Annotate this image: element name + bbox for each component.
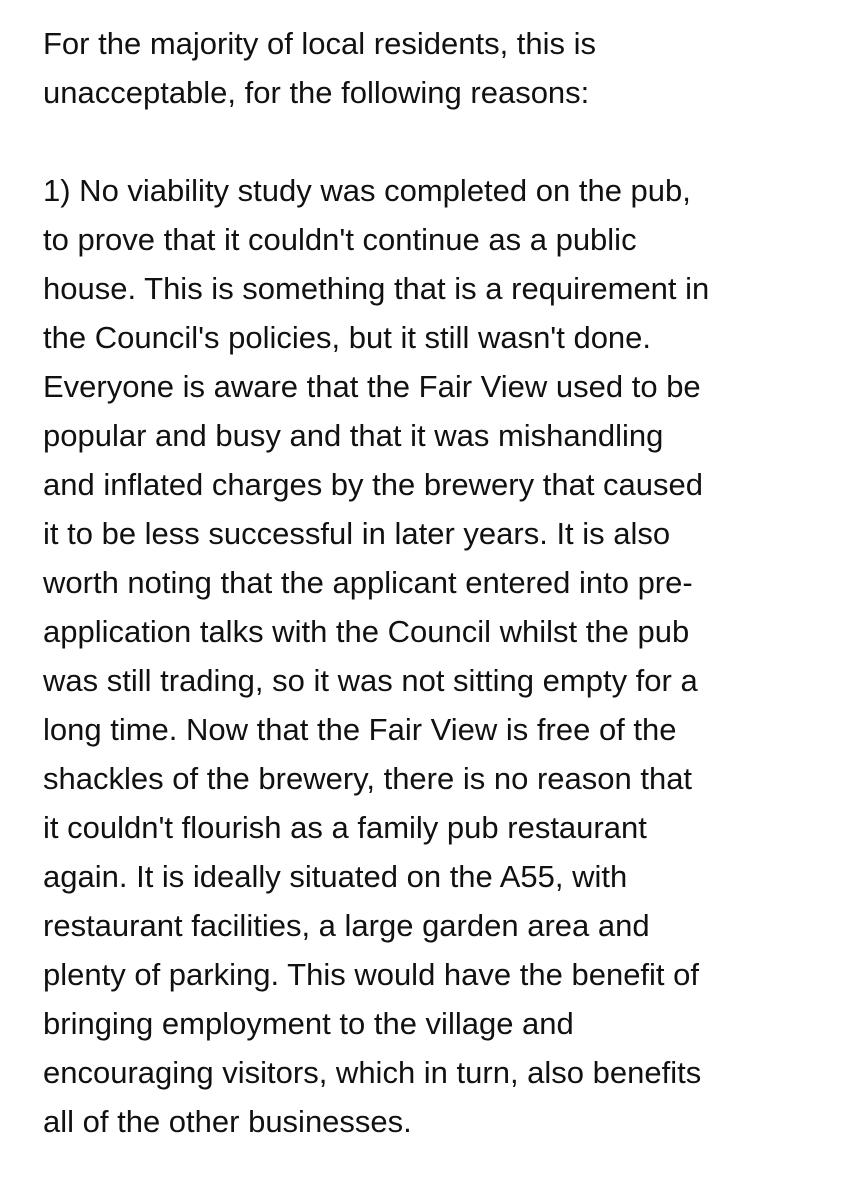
text-line: it couldn't flourish as a family pub restaurant (43, 810, 647, 845)
text-line: worth noting that the applicant entered into pre- (43, 565, 693, 600)
text-line: 1) No viability study was completed on the pub, (43, 173, 691, 208)
paragraph-spacer (43, 117, 855, 166)
text-line: application talks with the Council whilst the pub (43, 614, 690, 649)
point-1-paragraph (43, 166, 855, 1146)
text-line: plenty of parking. This would have the benefit of (43, 957, 700, 992)
text-line: Everyone is aware that the Fair View used to be (43, 369, 701, 404)
text-line: popular and busy and that it was mishandling (43, 418, 664, 453)
text-line: house. This is something that is a requirement in (43, 271, 710, 306)
text-line: it to be less successful in later years. It is also (43, 516, 671, 551)
text-line: long time. Now that the Fair View is free of the (43, 712, 677, 747)
text-line: again. It is ideally situated on the A55, with (43, 859, 628, 894)
text-line: all of the other businesses. (43, 1104, 412, 1139)
text-line: the Council's policies, but it still wasn't done. (43, 320, 652, 355)
text-line: restaurant facilities, a large garden area and (43, 908, 650, 943)
intro-paragraph (43, 19, 855, 117)
text-line: was still trading, so it was not sitting empty for a (43, 663, 698, 698)
text-line: shackles of the brewery, there is no reason that (43, 761, 693, 796)
text-line: encouraging visitors, which in turn, also benefits (43, 1055, 702, 1090)
text-line: bringing employment to the village and (43, 1006, 574, 1041)
document-body (43, 19, 855, 1146)
text-line: For the majority of local residents, this is (43, 26, 597, 61)
text-line: and inflated charges by the brewery that caused (43, 467, 704, 502)
text-line: unacceptable, for the following reasons: (43, 75, 590, 110)
text-line: to prove that it couldn't continue as a public (43, 222, 637, 257)
